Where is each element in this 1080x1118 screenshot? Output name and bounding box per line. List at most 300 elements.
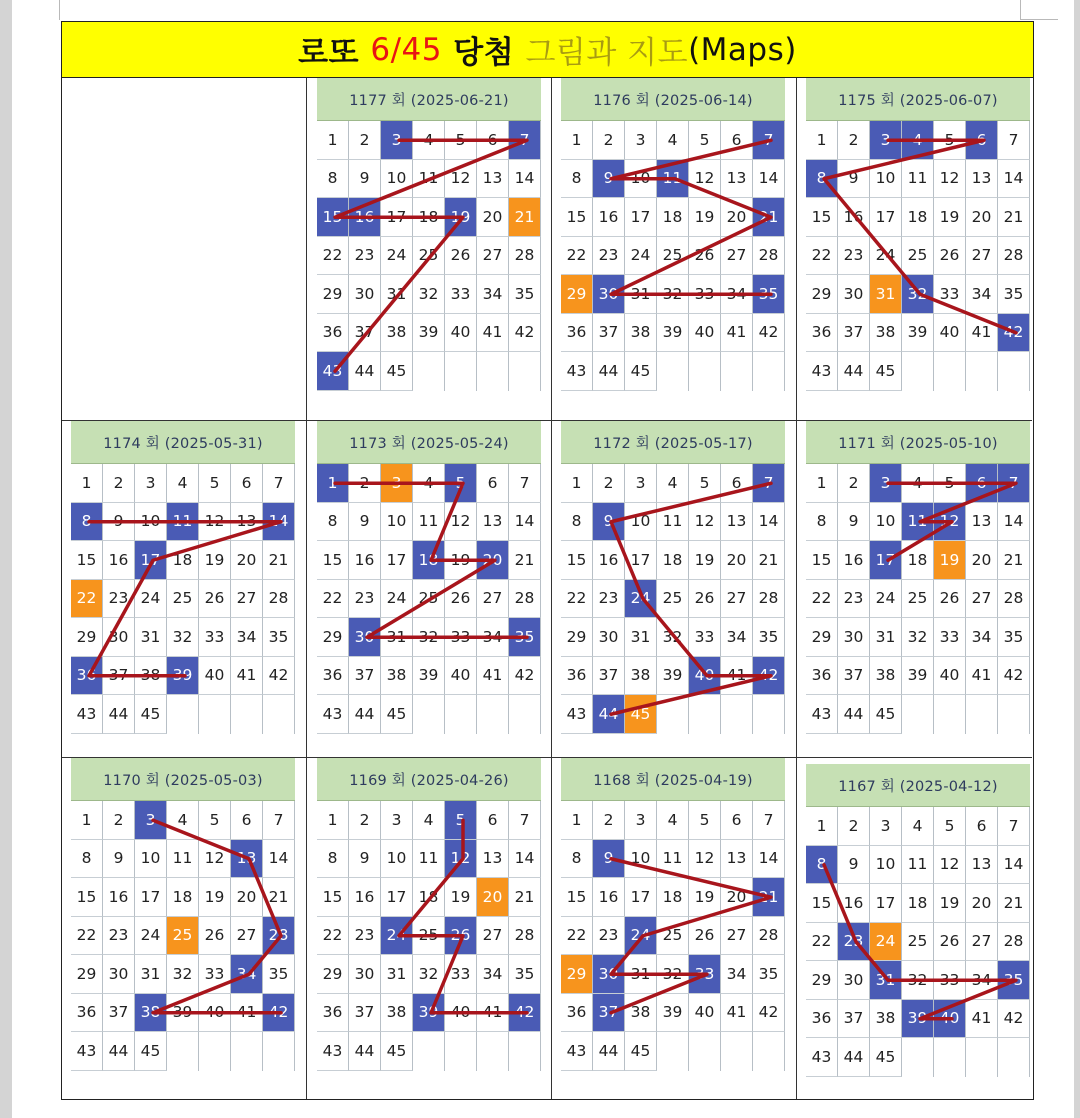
empty-cell [966, 695, 998, 734]
number-cell: 15 [806, 198, 838, 237]
winning-number-cell: 8 [71, 503, 103, 542]
number-cell: 20 [721, 878, 753, 917]
number-cell: 20 [721, 541, 753, 580]
number-cell: 38 [870, 1000, 902, 1039]
number-cell: 40 [934, 657, 966, 696]
number-cell: 26 [445, 237, 477, 276]
number-cell: 1 [317, 121, 349, 160]
grid-row [806, 695, 1030, 734]
empty-cell [477, 1032, 509, 1071]
number-cell: 22 [561, 917, 593, 956]
number-grid [561, 121, 785, 391]
number-cell: 23 [103, 917, 135, 956]
grid-row [317, 541, 541, 580]
number-cell: 37 [349, 657, 381, 696]
number-cell: 32 [413, 955, 445, 994]
number-cell: 17 [381, 878, 413, 917]
number-cell: 24 [625, 237, 657, 276]
grid-row [561, 314, 785, 353]
number-cell: 4 [413, 801, 445, 840]
winning-number-cell: 39 [902, 1000, 934, 1039]
number-cell: 30 [349, 955, 381, 994]
empty-cell [199, 1032, 231, 1071]
grid-row [806, 314, 1030, 353]
number-cell: 30 [103, 618, 135, 657]
winning-number-cell: 24 [625, 917, 657, 956]
number-cell: 12 [934, 160, 966, 199]
number-cell: 16 [838, 198, 870, 237]
number-cell: 20 [231, 541, 263, 580]
number-cell: 23 [103, 580, 135, 619]
number-cell: 18 [413, 198, 445, 237]
number-cell: 43 [317, 1032, 349, 1071]
number-cell: 20 [477, 198, 509, 237]
number-cell: 40 [445, 994, 477, 1033]
number-cell: 14 [753, 840, 785, 879]
number-cell: 24 [870, 237, 902, 276]
grid-row [806, 160, 1030, 199]
number-cell: 44 [838, 352, 870, 391]
number-cell: 5 [934, 807, 966, 846]
number-cell: 41 [966, 1000, 998, 1039]
number-cell: 25 [657, 917, 689, 956]
grid-row [71, 464, 295, 503]
grid-row [806, 923, 1030, 962]
grid-row [317, 878, 541, 917]
winning-number-cell: 42 [753, 657, 785, 696]
number-cell: 18 [657, 198, 689, 237]
number-cell: 17 [870, 198, 902, 237]
number-cell: 4 [167, 464, 199, 503]
number-cell: 13 [721, 840, 753, 879]
number-cell: 10 [870, 846, 902, 885]
number-cell: 41 [477, 994, 509, 1033]
empty-cell [689, 695, 721, 734]
number-cell: 29 [806, 275, 838, 314]
number-cell: 7 [998, 121, 1030, 160]
winning-number-cell: 23 [838, 923, 870, 962]
grid-row [71, 1032, 295, 1071]
winning-number-cell: 30 [593, 955, 625, 994]
number-cell: 22 [806, 923, 838, 962]
number-cell: 24 [135, 580, 167, 619]
grid-row [561, 198, 785, 237]
grid-row [317, 994, 541, 1033]
number-cell: 24 [870, 580, 902, 619]
bonus-number-cell: 29 [561, 955, 593, 994]
number-cell: 15 [317, 541, 349, 580]
number-cell: 35 [509, 275, 541, 314]
number-cell: 45 [625, 1032, 657, 1071]
grid-row [71, 994, 295, 1033]
winning-number-cell: 26 [445, 917, 477, 956]
number-cell: 25 [657, 580, 689, 619]
number-cell: 42 [753, 994, 785, 1033]
number-cell: 41 [966, 314, 998, 353]
table-divider [306, 78, 307, 1099]
number-cell: 37 [103, 994, 135, 1033]
number-cell: 21 [998, 884, 1030, 923]
winning-number-cell: 24 [381, 917, 413, 956]
number-cell: 42 [998, 1000, 1030, 1039]
winning-number-cell: 7 [998, 464, 1030, 503]
number-cell: 43 [561, 1032, 593, 1071]
winning-number-cell: 40 [689, 657, 721, 696]
number-cell: 42 [509, 314, 541, 353]
number-cell: 34 [966, 618, 998, 657]
number-cell: 9 [838, 160, 870, 199]
bonus-number-cell: 3 [381, 464, 413, 503]
winning-number-cell: 17 [870, 541, 902, 580]
number-cell: 27 [721, 917, 753, 956]
number-grid [71, 801, 295, 1071]
grid-row [561, 1032, 785, 1071]
winning-number-cell: 35 [998, 961, 1030, 1000]
number-cell: 5 [689, 464, 721, 503]
number-cell: 26 [199, 580, 231, 619]
number-cell: 35 [509, 955, 541, 994]
number-cell: 23 [838, 580, 870, 619]
grid-row [71, 580, 295, 619]
empty-cell [477, 695, 509, 734]
number-cell: 18 [167, 878, 199, 917]
number-cell: 31 [625, 618, 657, 657]
empty-cell [167, 1032, 199, 1071]
number-cell: 28 [753, 917, 785, 956]
winning-number-cell: 24 [625, 580, 657, 619]
number-cell: 33 [445, 275, 477, 314]
number-cell: 36 [561, 994, 593, 1033]
number-cell: 32 [902, 618, 934, 657]
number-cell: 6 [477, 121, 509, 160]
empty-cell [509, 352, 541, 391]
number-cell: 36 [806, 657, 838, 696]
bonus-number-cell: 29 [561, 275, 593, 314]
number-cell: 44 [349, 695, 381, 734]
number-cell: 4 [657, 801, 689, 840]
winning-number-cell: 38 [135, 994, 167, 1033]
number-cell: 39 [657, 994, 689, 1033]
number-cell: 27 [477, 580, 509, 619]
number-cell: 17 [625, 541, 657, 580]
number-cell: 11 [413, 160, 445, 199]
number-cell: 37 [103, 657, 135, 696]
number-cell: 18 [657, 878, 689, 917]
number-cell: 2 [838, 121, 870, 160]
number-grid [806, 121, 1030, 391]
number-cell: 13 [721, 503, 753, 542]
number-cell: 42 [263, 657, 295, 696]
number-cell: 19 [689, 878, 721, 917]
number-cell: 26 [689, 237, 721, 276]
winning-number-cell: 31 [870, 961, 902, 1000]
number-cell: 32 [657, 955, 689, 994]
grid-row [71, 657, 295, 696]
number-cell: 36 [71, 994, 103, 1033]
number-cell: 43 [806, 695, 838, 734]
grid-row [317, 275, 541, 314]
grid-row [806, 846, 1030, 885]
number-cell: 6 [477, 801, 509, 840]
draw-header: 1173 회 (2025-05-24) [317, 421, 541, 464]
number-cell: 7 [998, 807, 1030, 846]
number-cell: 9 [349, 503, 381, 542]
number-cell: 16 [593, 198, 625, 237]
number-cell: 8 [561, 840, 593, 879]
number-cell: 40 [445, 657, 477, 696]
grid-row [806, 464, 1030, 503]
grid-row [317, 1032, 541, 1071]
number-cell: 14 [998, 160, 1030, 199]
number-cell: 35 [263, 618, 295, 657]
number-cell: 14 [509, 160, 541, 199]
number-cell: 36 [317, 657, 349, 696]
number-cell: 11 [902, 846, 934, 885]
number-cell: 21 [998, 541, 1030, 580]
number-cell: 36 [317, 994, 349, 1033]
winning-number-cell: 33 [689, 955, 721, 994]
number-cell: 29 [71, 618, 103, 657]
number-cell: 45 [381, 352, 413, 391]
number-cell: 18 [167, 541, 199, 580]
number-cell: 31 [135, 955, 167, 994]
number-cell: 5 [934, 464, 966, 503]
number-cell: 6 [477, 464, 509, 503]
empty-cell [199, 695, 231, 734]
number-cell: 40 [445, 314, 477, 353]
number-cell: 35 [263, 955, 295, 994]
number-cell: 37 [593, 657, 625, 696]
number-cell: 7 [509, 464, 541, 503]
number-cell: 23 [838, 237, 870, 276]
number-cell: 44 [593, 352, 625, 391]
winning-number-cell: 39 [167, 657, 199, 696]
number-cell: 16 [838, 541, 870, 580]
grid-row [806, 541, 1030, 580]
grid-row [806, 198, 1030, 237]
number-cell: 22 [317, 917, 349, 956]
number-cell: 4 [413, 464, 445, 503]
number-cell: 42 [998, 657, 1030, 696]
grid-row [317, 314, 541, 353]
number-cell: 11 [413, 503, 445, 542]
number-grid [561, 801, 785, 1071]
title-text-format: 6/45 [370, 31, 442, 68]
number-cell: 14 [998, 503, 1030, 542]
number-cell: 38 [870, 657, 902, 696]
winning-number-cell: 39 [413, 994, 445, 1033]
empty-cell [413, 695, 445, 734]
winning-number-cell: 35 [753, 275, 785, 314]
number-cell: 21 [753, 541, 785, 580]
grid-row [561, 695, 785, 734]
number-cell: 17 [625, 198, 657, 237]
bonus-number-cell: 24 [870, 923, 902, 962]
page-title [62, 22, 1033, 78]
number-cell: 18 [413, 878, 445, 917]
winning-number-cell: 12 [934, 503, 966, 542]
winning-number-cell: 3 [870, 464, 902, 503]
number-cell: 18 [902, 884, 934, 923]
number-cell: 13 [721, 160, 753, 199]
winning-number-cell: 1 [317, 464, 349, 503]
number-cell: 42 [753, 314, 785, 353]
bonus-number-cell: 31 [870, 275, 902, 314]
number-cell: 21 [263, 541, 295, 580]
number-cell: 34 [477, 275, 509, 314]
number-cell: 17 [135, 878, 167, 917]
bonus-number-cell: 21 [509, 198, 541, 237]
number-cell: 43 [561, 695, 593, 734]
winning-number-cell: 30 [593, 275, 625, 314]
grid-row [806, 121, 1030, 160]
number-cell: 41 [721, 314, 753, 353]
winning-number-cell: 3 [870, 121, 902, 160]
number-cell: 28 [753, 580, 785, 619]
number-cell: 44 [593, 1032, 625, 1071]
empty-cell [998, 352, 1030, 391]
number-grid [561, 464, 785, 734]
number-cell: 45 [381, 1032, 413, 1071]
number-cell: 23 [593, 917, 625, 956]
grid-row [561, 503, 785, 542]
number-cell: 24 [135, 917, 167, 956]
number-cell: 45 [870, 1038, 902, 1077]
number-cell: 3 [625, 121, 657, 160]
grid-row [561, 237, 785, 276]
number-cell: 2 [838, 464, 870, 503]
number-cell: 26 [689, 917, 721, 956]
number-cell: 31 [381, 618, 413, 657]
number-cell: 29 [806, 618, 838, 657]
number-cell: 35 [998, 618, 1030, 657]
number-cell: 34 [231, 618, 263, 657]
number-cell: 30 [349, 275, 381, 314]
empty-cell [721, 352, 753, 391]
winning-number-cell: 9 [593, 503, 625, 542]
number-cell: 4 [413, 121, 445, 160]
grid-row [806, 503, 1030, 542]
number-cell: 38 [381, 314, 413, 353]
number-cell: 41 [231, 994, 263, 1033]
empty-table-cell [62, 78, 306, 420]
number-cell: 44 [103, 1032, 135, 1071]
number-cell: 12 [689, 503, 721, 542]
grid-row [561, 955, 785, 994]
number-cell: 38 [135, 657, 167, 696]
grid-row [561, 994, 785, 1033]
number-cell: 29 [561, 618, 593, 657]
number-cell: 1 [806, 121, 838, 160]
empty-cell [721, 695, 753, 734]
number-cell: 19 [445, 878, 477, 917]
number-cell: 13 [477, 160, 509, 199]
number-cell: 33 [934, 961, 966, 1000]
grid-row [806, 657, 1030, 696]
number-cell: 5 [934, 121, 966, 160]
number-cell: 16 [103, 541, 135, 580]
number-cell: 14 [509, 503, 541, 542]
grid-row [317, 618, 541, 657]
draw-header: 1177 회 (2025-06-21) [317, 78, 541, 121]
number-cell: 21 [509, 878, 541, 917]
number-cell: 16 [349, 878, 381, 917]
empty-cell [966, 1038, 998, 1077]
number-cell: 41 [721, 657, 753, 696]
number-cell: 20 [231, 878, 263, 917]
number-cell: 13 [477, 503, 509, 542]
winning-number-cell: 34 [231, 955, 263, 994]
number-cell: 3 [625, 464, 657, 503]
number-cell: 7 [263, 464, 295, 503]
winning-number-cell: 44 [593, 695, 625, 734]
number-cell: 1 [561, 464, 593, 503]
number-cell: 15 [317, 878, 349, 917]
number-cell: 27 [721, 237, 753, 276]
grid-row [561, 541, 785, 580]
grid-row [317, 840, 541, 879]
winning-number-cell: 20 [477, 541, 509, 580]
number-cell: 25 [167, 580, 199, 619]
number-cell: 22 [317, 580, 349, 619]
grid-row [561, 840, 785, 879]
winning-number-cell: 35 [509, 618, 541, 657]
empty-cell [934, 352, 966, 391]
number-cell: 45 [870, 352, 902, 391]
number-grid [317, 464, 541, 734]
number-cell: 20 [721, 198, 753, 237]
number-cell: 40 [199, 994, 231, 1033]
number-cell: 9 [349, 840, 381, 879]
number-cell: 26 [934, 923, 966, 962]
number-cell: 44 [838, 695, 870, 734]
number-cell: 9 [838, 503, 870, 542]
grid-row [561, 657, 785, 696]
number-cell: 44 [349, 352, 381, 391]
winning-number-cell: 7 [509, 121, 541, 160]
grid-row [71, 541, 295, 580]
number-cell: 27 [966, 237, 998, 276]
number-cell: 31 [381, 275, 413, 314]
grid-row [561, 878, 785, 917]
number-cell: 19 [934, 198, 966, 237]
number-cell: 32 [413, 275, 445, 314]
number-cell: 26 [934, 237, 966, 276]
number-cell: 34 [477, 955, 509, 994]
winning-number-cell: 11 [657, 160, 689, 199]
number-cell: 19 [199, 878, 231, 917]
number-cell: 4 [657, 121, 689, 160]
number-cell: 3 [135, 464, 167, 503]
number-cell: 8 [317, 160, 349, 199]
empty-cell [689, 352, 721, 391]
grid-row [317, 121, 541, 160]
grid-row [71, 878, 295, 917]
grid-row [317, 237, 541, 276]
number-cell: 23 [349, 237, 381, 276]
number-cell: 39 [657, 314, 689, 353]
grid-row [317, 955, 541, 994]
empty-cell [902, 352, 934, 391]
number-cell: 22 [317, 237, 349, 276]
number-cell: 20 [966, 198, 998, 237]
number-cell: 21 [998, 198, 1030, 237]
number-cell: 37 [838, 1000, 870, 1039]
grid-row [71, 503, 295, 542]
number-cell: 17 [381, 198, 413, 237]
number-cell: 45 [381, 695, 413, 734]
winning-number-cell: 11 [167, 503, 199, 542]
